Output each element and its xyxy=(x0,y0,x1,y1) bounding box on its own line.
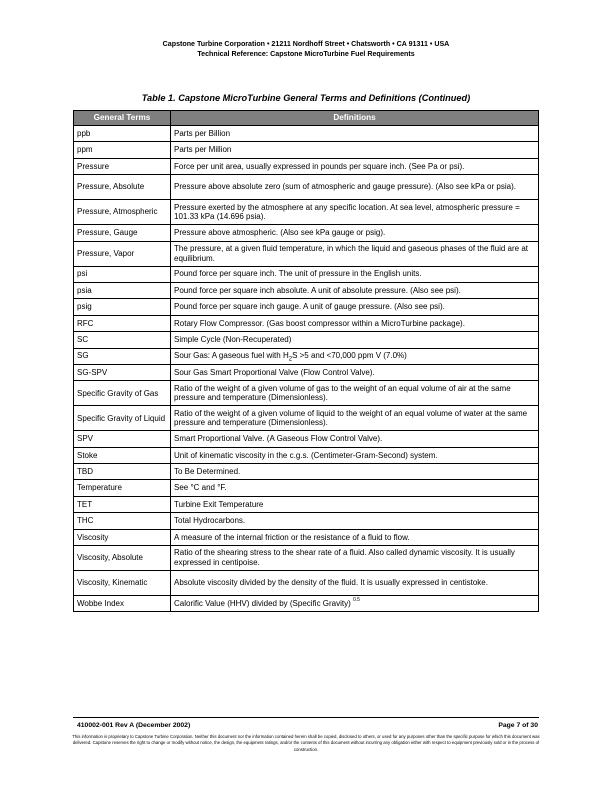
definition-cell: Parts per Billion xyxy=(171,126,539,142)
definition-cell: Total Hydrocarbons. xyxy=(171,513,539,529)
term-cell: Specific Gravity of Liquid xyxy=(74,406,171,431)
term-cell: psi xyxy=(74,266,171,282)
definition-cell: See °C and °F. xyxy=(171,480,539,496)
definition-cell: A measure of the internal friction or the resistance of a fluid to flow. xyxy=(171,529,539,545)
table-row xyxy=(74,406,539,431)
table-row xyxy=(74,364,539,380)
term-cell: Pressure, Vapor xyxy=(74,241,171,266)
table-row xyxy=(74,513,539,529)
terms-definitions-table xyxy=(73,110,539,612)
table-row xyxy=(74,546,539,571)
definition-cell: Pound force per square inch. The unit of pressure in the English units. xyxy=(171,266,539,282)
term-cell: Viscosity, Kinematic xyxy=(74,571,171,596)
term-cell: RFC xyxy=(74,315,171,331)
table-row xyxy=(74,571,539,596)
proprietary-notice: This information is proprietary to Capstone Turbine Corporation. Neither this document nor the information contained herein shall be copied, disclosed to others, or used for any purposes other than the specific purpose for which this document was delivered. Capstone reserves the right to change or modify without notice, the design, the equipment ratings, and/or the contents of this document without incurring any obligation either with respect to equipment previously sold or in the process of construction. xyxy=(72,734,540,752)
table-row xyxy=(74,225,539,241)
table-header-row xyxy=(74,111,539,126)
table-row xyxy=(74,464,539,480)
definition-cell: Ratio of the weight of a given volume of gas to the weight of an equal volume of air at the same pressure and temperature (Dimensionless). xyxy=(171,381,539,406)
term-cell: Pressure, Absolute xyxy=(74,175,171,200)
page-header xyxy=(0,40,612,59)
column-header-definitions: Definitions xyxy=(171,111,539,126)
term-cell: Viscosity, Absolute xyxy=(74,546,171,571)
table-row xyxy=(74,596,539,612)
term-cell: ppb xyxy=(74,126,171,142)
definition-cell: Simple Cycle (Non-Recuperated) xyxy=(171,332,539,348)
definition-cell: Pound force per square inch gauge. A unit of gauge pressure. (Also see psi). xyxy=(171,299,539,315)
table-row xyxy=(74,175,539,200)
column-header-general-terms: General Terms xyxy=(74,111,171,126)
term-cell: SPV xyxy=(74,431,171,447)
term-cell: Pressure, Gauge xyxy=(74,225,171,241)
definition-cell: Parts per Million xyxy=(171,142,539,158)
definition-cell: Ratio of the shearing stress to the shear rate of a fluid. Also called dynamic viscosity. It is usually expressed in centipoise. xyxy=(171,546,539,571)
table-row xyxy=(74,142,539,158)
table-row xyxy=(74,299,539,315)
table-row xyxy=(74,200,539,225)
table-row xyxy=(74,431,539,447)
term-cell: ppm xyxy=(74,142,171,158)
table-row xyxy=(74,241,539,266)
definition-cell: Unit of kinematic viscosity in the c.g.s. (Centimeter-Gram-Second) system. xyxy=(171,447,539,463)
page-number: Page 7 of 30 xyxy=(498,722,538,729)
term-cell: Temperature xyxy=(74,480,171,496)
definition-cell: The pressure, at a given fluid temperature, in which the liquid and gaseous phases of the fluid are at equilibrium. xyxy=(171,241,539,266)
definition-cell: Pound force per square inch absolute. A unit of absolute pressure. (Also see psi). xyxy=(171,282,539,298)
term-cell: Pressure, Atmospheric xyxy=(74,200,171,225)
definition-cell: Force per unit area, usually expressed in pounds per square inch. (See Pa or psi). xyxy=(171,158,539,174)
term-cell: THC xyxy=(74,513,171,529)
table-row xyxy=(74,282,539,298)
table-row xyxy=(74,158,539,174)
document-revision: 410002-001 Rev A (December 2002) xyxy=(77,722,191,729)
definition-cell xyxy=(171,596,539,612)
term-cell: SC xyxy=(74,332,171,348)
table-row xyxy=(74,332,539,348)
definition-text: Calorific Value (HHV) divided by (Specific Gravity) xyxy=(174,598,354,608)
document-reference-line: Technical Reference: Capstone MicroTurbine Fuel Requirements xyxy=(197,49,415,58)
table-row xyxy=(74,447,539,463)
definition-cell: To Be Determined. xyxy=(171,464,539,480)
table-row xyxy=(74,480,539,496)
term-cell: Wobbe Index xyxy=(74,596,171,612)
definition-cell: Smart Proportional Valve. (A Gaseous Flow Control Valve). xyxy=(171,431,539,447)
table-row xyxy=(74,529,539,545)
table-row xyxy=(74,496,539,512)
table-row xyxy=(74,266,539,282)
table-row xyxy=(74,126,539,142)
definition-cell: Ratio of the weight of a given volume of liquid to the weight of an equal volume of water at the same pressure and temperature (Dimensionless). xyxy=(171,406,539,431)
footer-rule xyxy=(73,717,539,718)
definition-text: Sour Gas: A gaseous fuel with H xyxy=(174,351,289,361)
definition-cell: Pressure above atmospheric. (Also see kPa gauge or psig). xyxy=(171,225,539,241)
company-address-line: Capstone Turbine Corporation • 21211 Nordhoff Street • Chatsworth • CA 91311 • USA xyxy=(162,40,450,48)
definition-cell: Sour Gas Smart Proportional Valve (Flow Control Valve). xyxy=(171,364,539,380)
definition-text: S >5 and <70,000 ppm V (7.0%) xyxy=(292,351,407,361)
table-row xyxy=(74,315,539,331)
definition-cell: Pressure above absolute zero (sum of atmospheric and gauge pressure). (Also see kPa or psia). xyxy=(171,175,539,200)
term-cell: Viscosity xyxy=(74,529,171,545)
term-cell: SG-SPV xyxy=(74,364,171,380)
definition-cell: Pressure exerted by the atmosphere at any specific location. At sea level, atmospheric pressure = 101.33 kPa (14.696 psia). xyxy=(171,200,539,225)
term-cell: psig xyxy=(74,299,171,315)
term-cell: Specific Gravity of Gas xyxy=(74,381,171,406)
subscript-text: 2 xyxy=(288,357,293,363)
definition-cell: Absolute viscosity divided by the density of the fluid. It is usually expressed in centistoke. xyxy=(171,571,539,596)
term-cell: Stoke xyxy=(74,447,171,463)
term-cell: psia xyxy=(74,282,171,298)
definition-cell xyxy=(171,348,539,364)
definition-cell: Turbine Exit Temperature xyxy=(171,496,539,512)
term-cell: Pressure xyxy=(74,158,171,174)
table-row xyxy=(74,381,539,406)
term-cell: SG xyxy=(74,348,171,364)
term-cell: TET xyxy=(74,496,171,512)
table-row xyxy=(74,348,539,364)
superscript-text: 0.5 xyxy=(353,597,360,604)
definition-cell: Rotary Flow Compressor. (Gas boost compressor within a MicroTurbine package). xyxy=(171,315,539,331)
term-cell: TBD xyxy=(74,464,171,480)
table-caption: Table 1. Capstone MicroTurbine General Terms and Definitions (Continued) xyxy=(141,93,471,103)
